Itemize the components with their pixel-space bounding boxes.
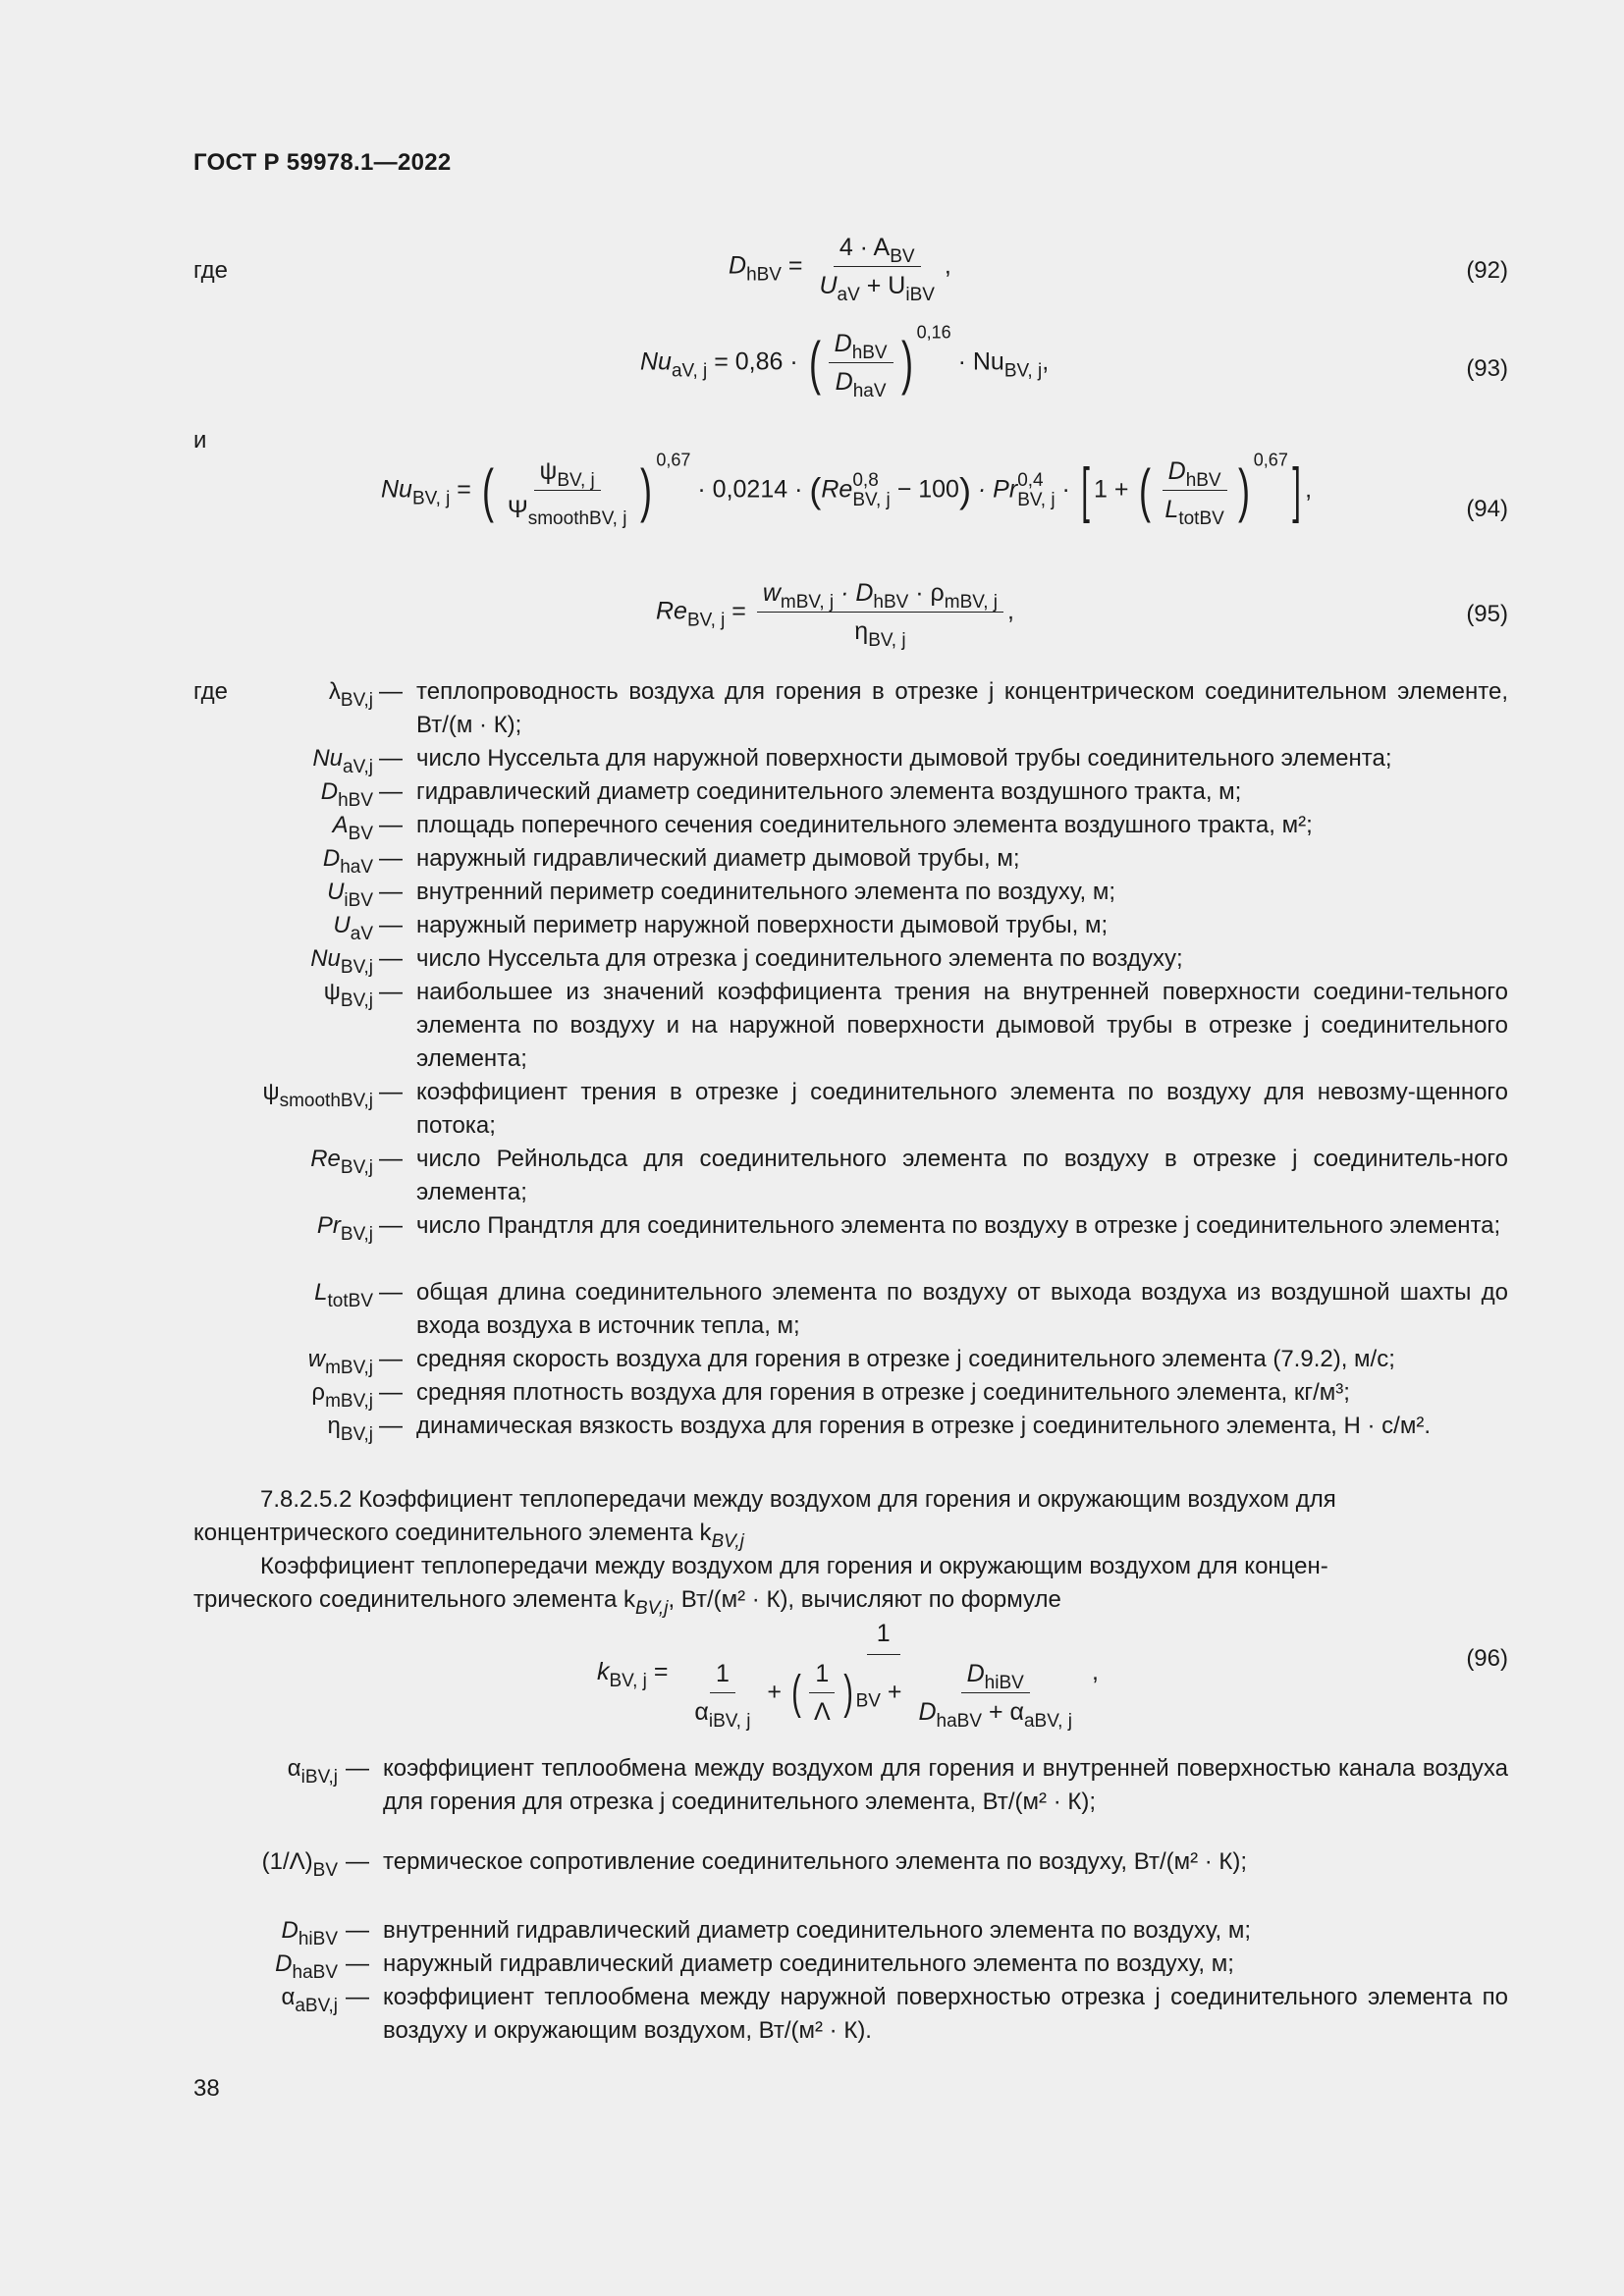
definition-symbol-subscript: haBV <box>292 1962 338 1983</box>
definition-symbol-subscript: iBV,j <box>300 1767 338 1788</box>
definition-symbol-main: Nu <box>312 745 343 772</box>
definition-description: термическое сопротивление соединительного элемента по воздуху, Вт/(м² · К); <box>383 1848 1248 1875</box>
definition-symbol <box>312 742 373 775</box>
where-label: где <box>193 257 229 284</box>
definition-dash: — <box>379 912 403 938</box>
definition-symbol-main: α <box>281 1984 296 2010</box>
definition-symbol <box>317 1209 373 1243</box>
definition-symbol-main: D <box>320 778 339 805</box>
definition-description: динамическая вязкость воздуха для горения в отрезке j соединительного элемента, Н · с/м². <box>416 1413 1432 1439</box>
definition-dash: — <box>346 1950 369 1977</box>
definition-description: средняя скорость воздуха для горения в отрезке j соединительного элемента (7.9.2), м/с; <box>416 1346 1395 1372</box>
definition-symbol-main: ψ <box>323 979 341 1005</box>
definition-symbol-subscript: aV <box>350 924 373 944</box>
definition-symbol-subscript: hiBV <box>298 1929 338 1949</box>
definition-symbol-subscript: BV,j <box>340 990 373 1011</box>
definition-symbol-subscript: aV,j <box>343 757 373 777</box>
definition-symbol-main: Nu <box>310 945 341 972</box>
definition-dash: — <box>379 1413 403 1439</box>
definition-symbol <box>327 876 373 909</box>
definition-symbol-main: (1/Λ) <box>261 1848 313 1875</box>
definition-dash: — <box>379 1279 403 1306</box>
section-heading-line2: концентрического соединительного элемента $k_{BV,j}$ <box>193 1520 744 1552</box>
definition-dash: — <box>379 1079 403 1105</box>
definition-dash: — <box>346 1848 369 1875</box>
section-heading-line1: 7.8.2.5.2 Коэффициент теплопередачи между воздухом для горения и окружающим воздухом для <box>260 1486 1336 1513</box>
definition-symbol <box>282 1914 338 1948</box>
equation-number-96: (96) <box>1466 1645 1508 1672</box>
definition-description: внутренний периметр соединительного элемента по воздуху, м; <box>416 879 1116 905</box>
definition-description: внутренний гидравлический диаметр соединительного элемента по воздуху, м; <box>383 1917 1251 1944</box>
definition-description: средняя плотность воздуха для горения в отрезке j соединительного элемента, кг/м³; <box>416 1379 1350 1406</box>
definition-symbol-main: U <box>333 912 351 938</box>
definition-symbol-main: D <box>322 845 341 872</box>
definition-dash: — <box>379 1346 403 1372</box>
definition-description: число Прандтля для соединительного элемента по воздуху в отрезке j соединительного элемента; <box>416 1212 1501 1239</box>
equation-number-92: (92) <box>1466 257 1508 284</box>
definition-dash: — <box>346 1984 369 2010</box>
definition-symbol <box>311 1376 373 1410</box>
definition-dash: — <box>346 1755 369 1782</box>
definition-description: коэффициент трения в отрезке j соединительного элемента по воздуху для невозму-щенного потока; <box>416 1079 1508 1139</box>
formula-95: $Re_{BV, j}$ = $\frac{w_{mBV, j} \cdot D_{hBV} \cdot \rho_{mBV, j}}{\eta_{BV, j}}$ , <box>656 579 1014 651</box>
definition-description: наружный гидравлический диаметр соединительного элемента по воздуху, м; <box>383 1950 1234 1977</box>
definition-description: число Нуссельта для отрезка j соединительного элемента по воздуху; <box>416 945 1183 972</box>
definition-description: коэффициент теплообмена между наружной поверхностью отрезка j соединительного элемента по воздуху и окружающим воздухом, Вт/(м² · К). <box>383 1984 1508 2044</box>
definition-symbol-subscript: totBV <box>327 1291 373 1311</box>
definition-symbol-subscript: mBV,j <box>325 1358 373 1378</box>
definition-symbol-subscript: haV <box>340 857 373 878</box>
formula-93: $Nu_{aV, j} = 0,86$ · ( $\frac{D_{hBV}}{D_{haV}}$ ) $^{0,16} \cdot Nu_{BV, j}$, <box>640 322 1050 401</box>
definition-symbol-subscript: BV <box>348 824 373 844</box>
definition-symbol-main: L <box>314 1279 328 1306</box>
definition-symbol-subscript: BV,j <box>340 690 373 711</box>
definition-symbol <box>321 775 373 809</box>
formula-96: $k_{BV, j}$ = 1 $\frac{1}{\alpha_{iBV, j}}$ + ( $\frac{1}{\Lambda}$ ) $_{BV}$ + $\frac{D_{hiBV}}{D_{haBV} + \alpha_{aBV, j}}$ , <box>597 1620 1099 1732</box>
definition-symbol <box>328 1410 373 1443</box>
definition-symbol-subscript: BV <box>312 1860 338 1881</box>
formula-92: $D_{hBV}$ = $\frac{4 \cdot A_{BV}}{U_{aV} + U_{iBV}}$ , <box>729 234 951 305</box>
definition-symbol-main: D <box>275 1950 293 1977</box>
definition-symbol-main: w <box>307 1346 326 1372</box>
definition-symbol <box>308 1343 373 1376</box>
definition-dash: — <box>379 1379 403 1406</box>
definition-symbol <box>329 675 373 709</box>
definition-description: теплопроводность воздуха для горения в отрезке j концентрическом соединительном элементе, Вт/(м · К); <box>416 678 1508 738</box>
definition-symbol <box>310 1143 373 1176</box>
definition-symbol <box>262 1076 373 1109</box>
definition-symbol-subscript: BV,j <box>340 1157 373 1178</box>
definition-symbol-subscript: BV,j <box>340 1424 373 1445</box>
definition-symbol <box>314 1276 373 1309</box>
paragraph-line2: трического соединительного элемента $k_{BV,j}$, Вт/(м² · К), вычисляют по формуле <box>193 1586 1061 1619</box>
paragraph-line1: Коэффициент теплопередачи между воздухом для горения и окружающим воздухом для концен- <box>260 1553 1328 1579</box>
definition-symbol-subscript: BV,j <box>340 1224 373 1245</box>
definition-symbol-subscript: smoothBV,j <box>279 1091 373 1111</box>
definition-symbol <box>323 842 373 876</box>
definition-dash: — <box>379 678 403 705</box>
definition-dash: — <box>379 812 403 838</box>
definition-description: площадь поперечного сечения соединительного элемента воздушного тракта, м²; <box>416 812 1313 838</box>
definition-symbol <box>324 976 373 1009</box>
definition-symbol-main: A <box>332 812 349 838</box>
where-label-2: где <box>193 678 229 705</box>
definition-symbol <box>310 942 373 976</box>
definition-symbol-main: D <box>281 1917 298 1944</box>
definition-description: наружный периметр наружной поверхности дымовой трубы, м; <box>416 912 1109 938</box>
definition-symbol <box>275 1948 338 1981</box>
definition-description: число Нуссельта для наружной поверхности дымовой трубы соединительного элемента; <box>416 745 1392 772</box>
definition-dash: — <box>379 745 403 772</box>
definition-description: наибольшее из значений коэффициента трения на внутренней поверхности соедини-тельного элемента по воздуху и на наружной поверхности дымовой трубы в отрезке j соединительного элемента; <box>416 979 1508 1072</box>
definition-symbol <box>333 809 373 842</box>
definition-dash: — <box>379 945 403 972</box>
definition-dash: — <box>379 1146 403 1172</box>
definition-symbol <box>333 909 373 942</box>
definition-symbol-main: λ <box>328 678 341 705</box>
definition-dash: — <box>346 1917 369 1944</box>
definition-description: число Рейнольдса для соединительного элемента по воздуху в отрезке j соединитель-ного элемента; <box>416 1146 1508 1205</box>
definition-dash: — <box>379 1212 403 1239</box>
definition-symbol <box>262 1845 338 1879</box>
definition-description: наружный гидравлический диаметр дымовой трубы, м; <box>416 845 1020 872</box>
definition-symbol-main: Pr <box>316 1212 341 1239</box>
definition-symbol-main: Re <box>310 1146 341 1172</box>
definition-symbol-main: η <box>327 1413 341 1439</box>
definition-description: общая длина соединительного элемента по воздуху от выхода воздуха из воздушной шахты до входа воздуха в источник тепла, м; <box>416 1279 1508 1339</box>
definition-symbol-subscript: aBV,j <box>295 1996 338 2016</box>
definition-symbol-main: U <box>327 879 345 905</box>
definition-description: гидравлический диаметр соединительного элемента воздушного тракта, м; <box>416 778 1242 805</box>
definition-dash: — <box>379 879 403 905</box>
equation-number-93: (93) <box>1466 355 1508 382</box>
definition-symbol-subscript: iBV <box>344 890 373 911</box>
definition-description: коэффициент теплообмена между воздухом для горения и внутренней поверхностью канала воздуха для горения для отрезка j соединительного элемента, Вт/(м² · К); <box>383 1755 1508 1815</box>
page-number: 38 <box>193 2075 220 2102</box>
definition-symbol-main: ψ <box>262 1079 280 1105</box>
definition-dash: — <box>379 778 403 805</box>
definition-symbol <box>281 1981 338 2014</box>
document-header: ГОСТ Р 59978.1—2022 <box>193 149 452 176</box>
definition-symbol-main: α <box>287 1755 301 1782</box>
formula-94: $Nu_{BV, j}$ = ( $\frac{\psi_{BV, j}}{\Psi_{smoothBV, j}}$ ) $^{0,67}$ · 0,0214 · (Re 0,8 BV, j − 100) · Pr 0,4 BV, j · [ 1 + ( $\frac{D_{hBV}}{L_{totBV}}$ ) $^{0,67}$] , <box>381 450 1313 529</box>
equation-number-94: (94) <box>1466 496 1508 522</box>
definition-symbol-subscript: hBV <box>338 790 373 811</box>
definition-dash: — <box>379 979 403 1005</box>
definition-symbol-subscript: mBV,j <box>325 1391 373 1412</box>
definition-dash: — <box>379 845 403 872</box>
definition-symbol-subscript: BV,j <box>340 957 373 978</box>
and-label: и <box>193 427 207 454</box>
definition-symbol-main: ρ <box>311 1379 326 1406</box>
definition-symbol <box>288 1752 338 1786</box>
equation-number-95: (95) <box>1466 601 1508 627</box>
